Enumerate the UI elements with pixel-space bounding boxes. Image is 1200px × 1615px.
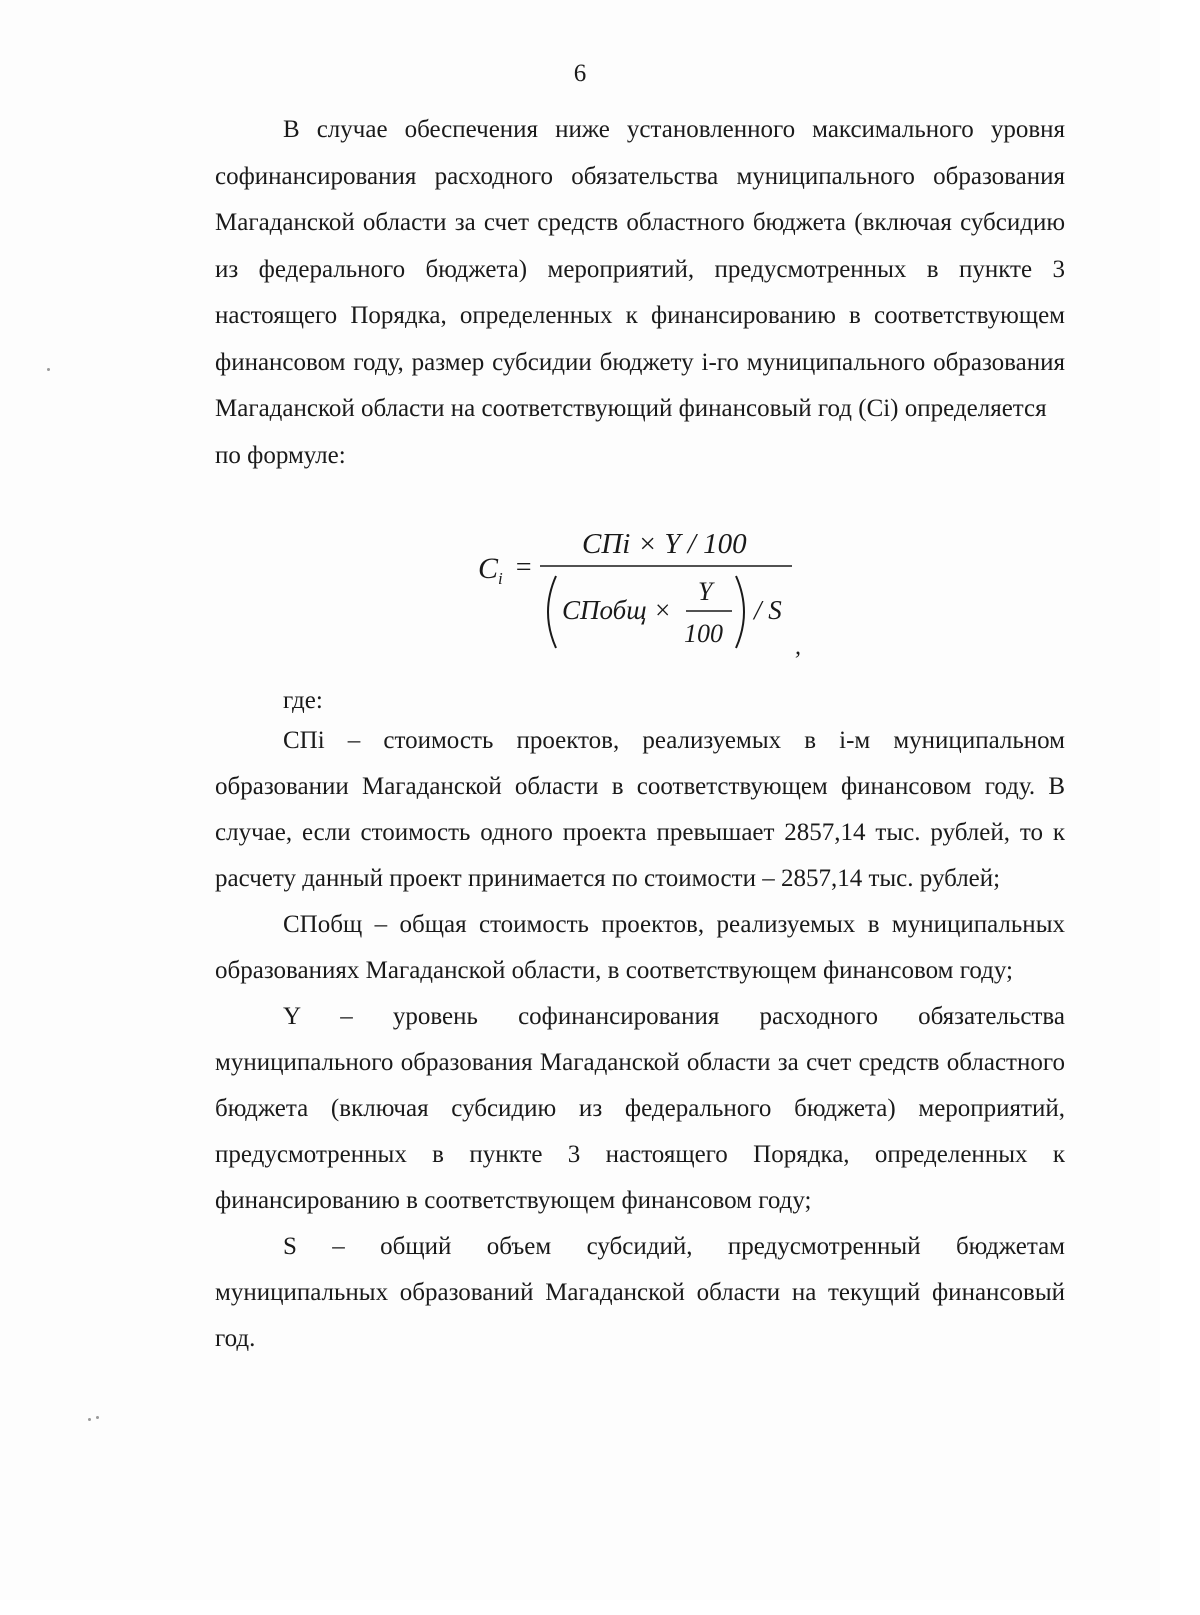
scan-speck: [47, 368, 50, 371]
subsidy-formula: [470, 520, 830, 660]
definitions-section: [215, 718, 1065, 1362]
page-number: 6: [573, 60, 587, 87]
intro-section: [215, 107, 1065, 479]
formula-denominator-inner: СПобщ ×: [562, 595, 672, 625]
formula-inner-num: Y: [698, 577, 713, 606]
where-label: где:: [283, 687, 323, 714]
intro-formula-lead: по формуле:: [215, 441, 346, 469]
definition-spobsch: СПобщ – общая стоимость проектов, реализуемых в муниципальных образованиях Магаданской области, в соответствующем финансовом году;: [215, 911, 1065, 984]
formula-lhs-subscript: i: [498, 569, 503, 588]
formula-denominator-tail: / S: [754, 595, 782, 625]
formula-left-paren: [548, 576, 556, 648]
intro-paragraph: В случае обеспечения ниже установленного максимального уровня софинансирования расходного обязательства муниципального образования Магаданской области за счет средств областного бюджета (включая субсидию из федерального бюджета) мероприятий, предусмотренных в пункте 3 настоящего Порядка, определенных к финансированию в соответствующем финансовом году, размер субсидии бюджету i-го муниципального образования Магаданской области на соответствующий финансовый год (Ci) определяется: [215, 116, 1065, 422]
formula-trailing-comma: ,: [795, 634, 801, 660]
definition-spi: СПi – стоимость проектов, реализуемых в i-м муниципальном образовании Магаданской области в соответствующем финансовом году. В случае, если стоимость одного проекта превышает 2857,14 тыс. рублей, то к расчету данный проект принимается по стоимости – 2857,14 тыс. рублей;: [215, 727, 1065, 892]
formula-right-paren: [736, 576, 744, 648]
formula-equals: =: [514, 552, 533, 583]
formula-lhs: C: [478, 552, 499, 585]
scan-speck: [96, 1416, 99, 1419]
formula-numerator: СПi × Y / 100: [582, 528, 747, 560]
definition-s: S – общий объем субсидий, предусмотренный бюджетам муниципальных образований Магаданской области на текущий финансовый год.: [215, 1233, 1065, 1352]
scan-speck: [88, 1418, 91, 1421]
formula-inner-den: 100: [684, 619, 723, 648]
definition-y: Y – уровень софинансирования расходного обязательства муниципального образования Магаданской области за счет средств областного бюджета (включая субсидию из федерального бюджета) мероприятий, предусмотренных в пункте 3 настоящего Порядка, определенных к финансированию в соответствующем финансовом году;: [215, 1003, 1065, 1214]
